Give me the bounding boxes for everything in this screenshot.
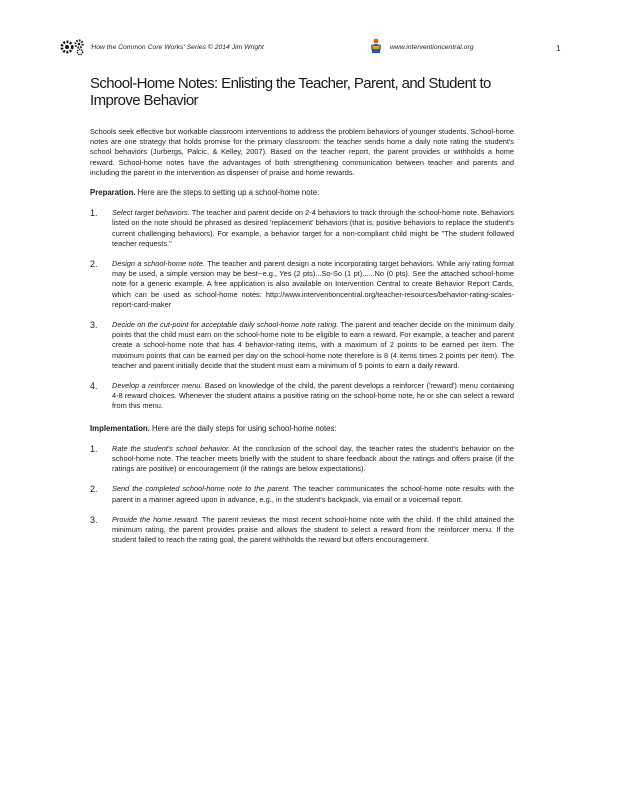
preparation-heading (90, 188, 514, 198)
document-body (90, 127, 514, 556)
step-number: 1. (90, 208, 98, 219)
step-number: 2. (90, 484, 98, 495)
step-number: 4. (90, 381, 98, 392)
step-lead: Send the completed school-home note to the parent. (112, 484, 291, 494)
preparation-step (90, 320, 514, 371)
series-credit: 'How the Common Core Works' Series © 2014 Jim Wright (90, 44, 264, 51)
step-number: 3. (90, 514, 98, 525)
document-title: School-Home Notes: Enlisting the Teacher, Parent, and Student to Improve Behavior (90, 75, 491, 109)
step-text: Based on knowledge of the child, the parent develops a reinforcer ('reward') menu containing 4-8 reward choices. Whenever the student attains a positive rating on the school-home note, he or she can select a reward from this menu. (112, 381, 514, 411)
intro-paragraph: Schools seek effective but workable classroom interventions to address the problem behaviors of younger students. School-home notes are one strategy that holds promise for the primary classroom: the teacher sends home a daily note rating the student's school behaviors (Jurbergs, Palcic, & Kelley, 2007). Based on the teacher report, the parent provides or withholds a home reward. School-home notes have the advantages of both strengthening communication between teacher and parents and including the parent in the intervention as dispenser of praise and home rewards. (90, 127, 514, 177)
step-lead: Select target behaviors. (112, 208, 190, 218)
implementation-step (90, 484, 514, 504)
site-url: www.interventioncentral.org (390, 44, 474, 51)
preparation-step (90, 259, 514, 310)
step-text: The teacher communicates the school-home note results with the parent in a manner agreed upon in advance, e.g., in the student's backpack, via email or a voicemail report. (112, 484, 514, 504)
step-text: At the conclusion of the school day, the teacher rates the student's behavior on the school-home note. The teacher meets briefly with the student to share feedback about the ratings and offers praise (if the ratings are positive) or encouragement (if the ratings are below expectations). (112, 443, 514, 474)
step-text: The parent and teacher decide on the minimum daily points that the child must earn on the school-home note to be eligible to earn a reward. For example, a teacher and parent create a school-home note that has 4 behavior-rating items, with a maximum of 2 points to be earned per item. The maximum points that can be earned per day on the school-home note therefore is 8 (4 items times 2 points per item). The teacher and parent initially decide that the student must earn a minimum of 5 points to earn a daily reward. (112, 320, 515, 370)
step-text: The teacher and parent design a note incorporating target behaviors. While any rating format may be used, a simple version may be best--e.g., Yes (2 pts)...So-So (1 pt)......No (0 pts). See the attached school-home note for a generic example. A free application is also available on Intervention Central to create Behavior Report Cards, which can be used as school-home notes: http://www.interventioncentral.org/teacher-resources/behavior-rating-scales-report-card-maker (112, 259, 514, 309)
intervention-central-logo-icon (370, 38, 382, 54)
preparation-text: Here are the steps to setting up a school-home note: (135, 188, 320, 198)
step-text: The teacher and parent decide on 2-4 behaviors to track through the school-home note. Behaviors listed on the note should be phrased as desired 'replacement' behaviors (that is, positive behaviors to replace the student's current challenging behaviors). For example, a behavior target for a non-compliant child might be "The student followed teacher requests." (112, 208, 514, 248)
gears-icon (60, 38, 88, 56)
step-number: 3. (90, 320, 98, 331)
step-lead: Decide on the cut-point for acceptable daily school-home note rating. (112, 320, 339, 330)
step-lead: Rate the student's school behavior. (112, 443, 231, 453)
step-lead: Provide the home reward. (112, 514, 200, 524)
page-number: 1 (556, 44, 561, 53)
page-header (60, 38, 575, 58)
implementation-heading (90, 424, 514, 434)
implementation-step (90, 444, 514, 475)
preparation-step (90, 208, 514, 249)
step-lead: Develop a reinforcer menu. (112, 381, 203, 391)
implementation-label: Implementation. (90, 423, 150, 433)
step-number: 1. (90, 443, 98, 454)
implementation-step (90, 515, 514, 546)
step-text: The parent reviews the most recent school-home note with the child. If the child attained the minimum rating, the parent provides praise and allows the student to select a reward from the reinforcer menu. If the student failed to reach the rating goal, the parent withholds the reward but offers encouragement. (112, 514, 515, 545)
step-lead: Design a school-home note. (112, 259, 205, 269)
preparation-label: Preparation. (90, 188, 136, 198)
implementation-text: Here are the daily steps for using school-home notes: (149, 423, 337, 433)
preparation-step (90, 381, 514, 412)
step-number: 2. (90, 259, 98, 270)
